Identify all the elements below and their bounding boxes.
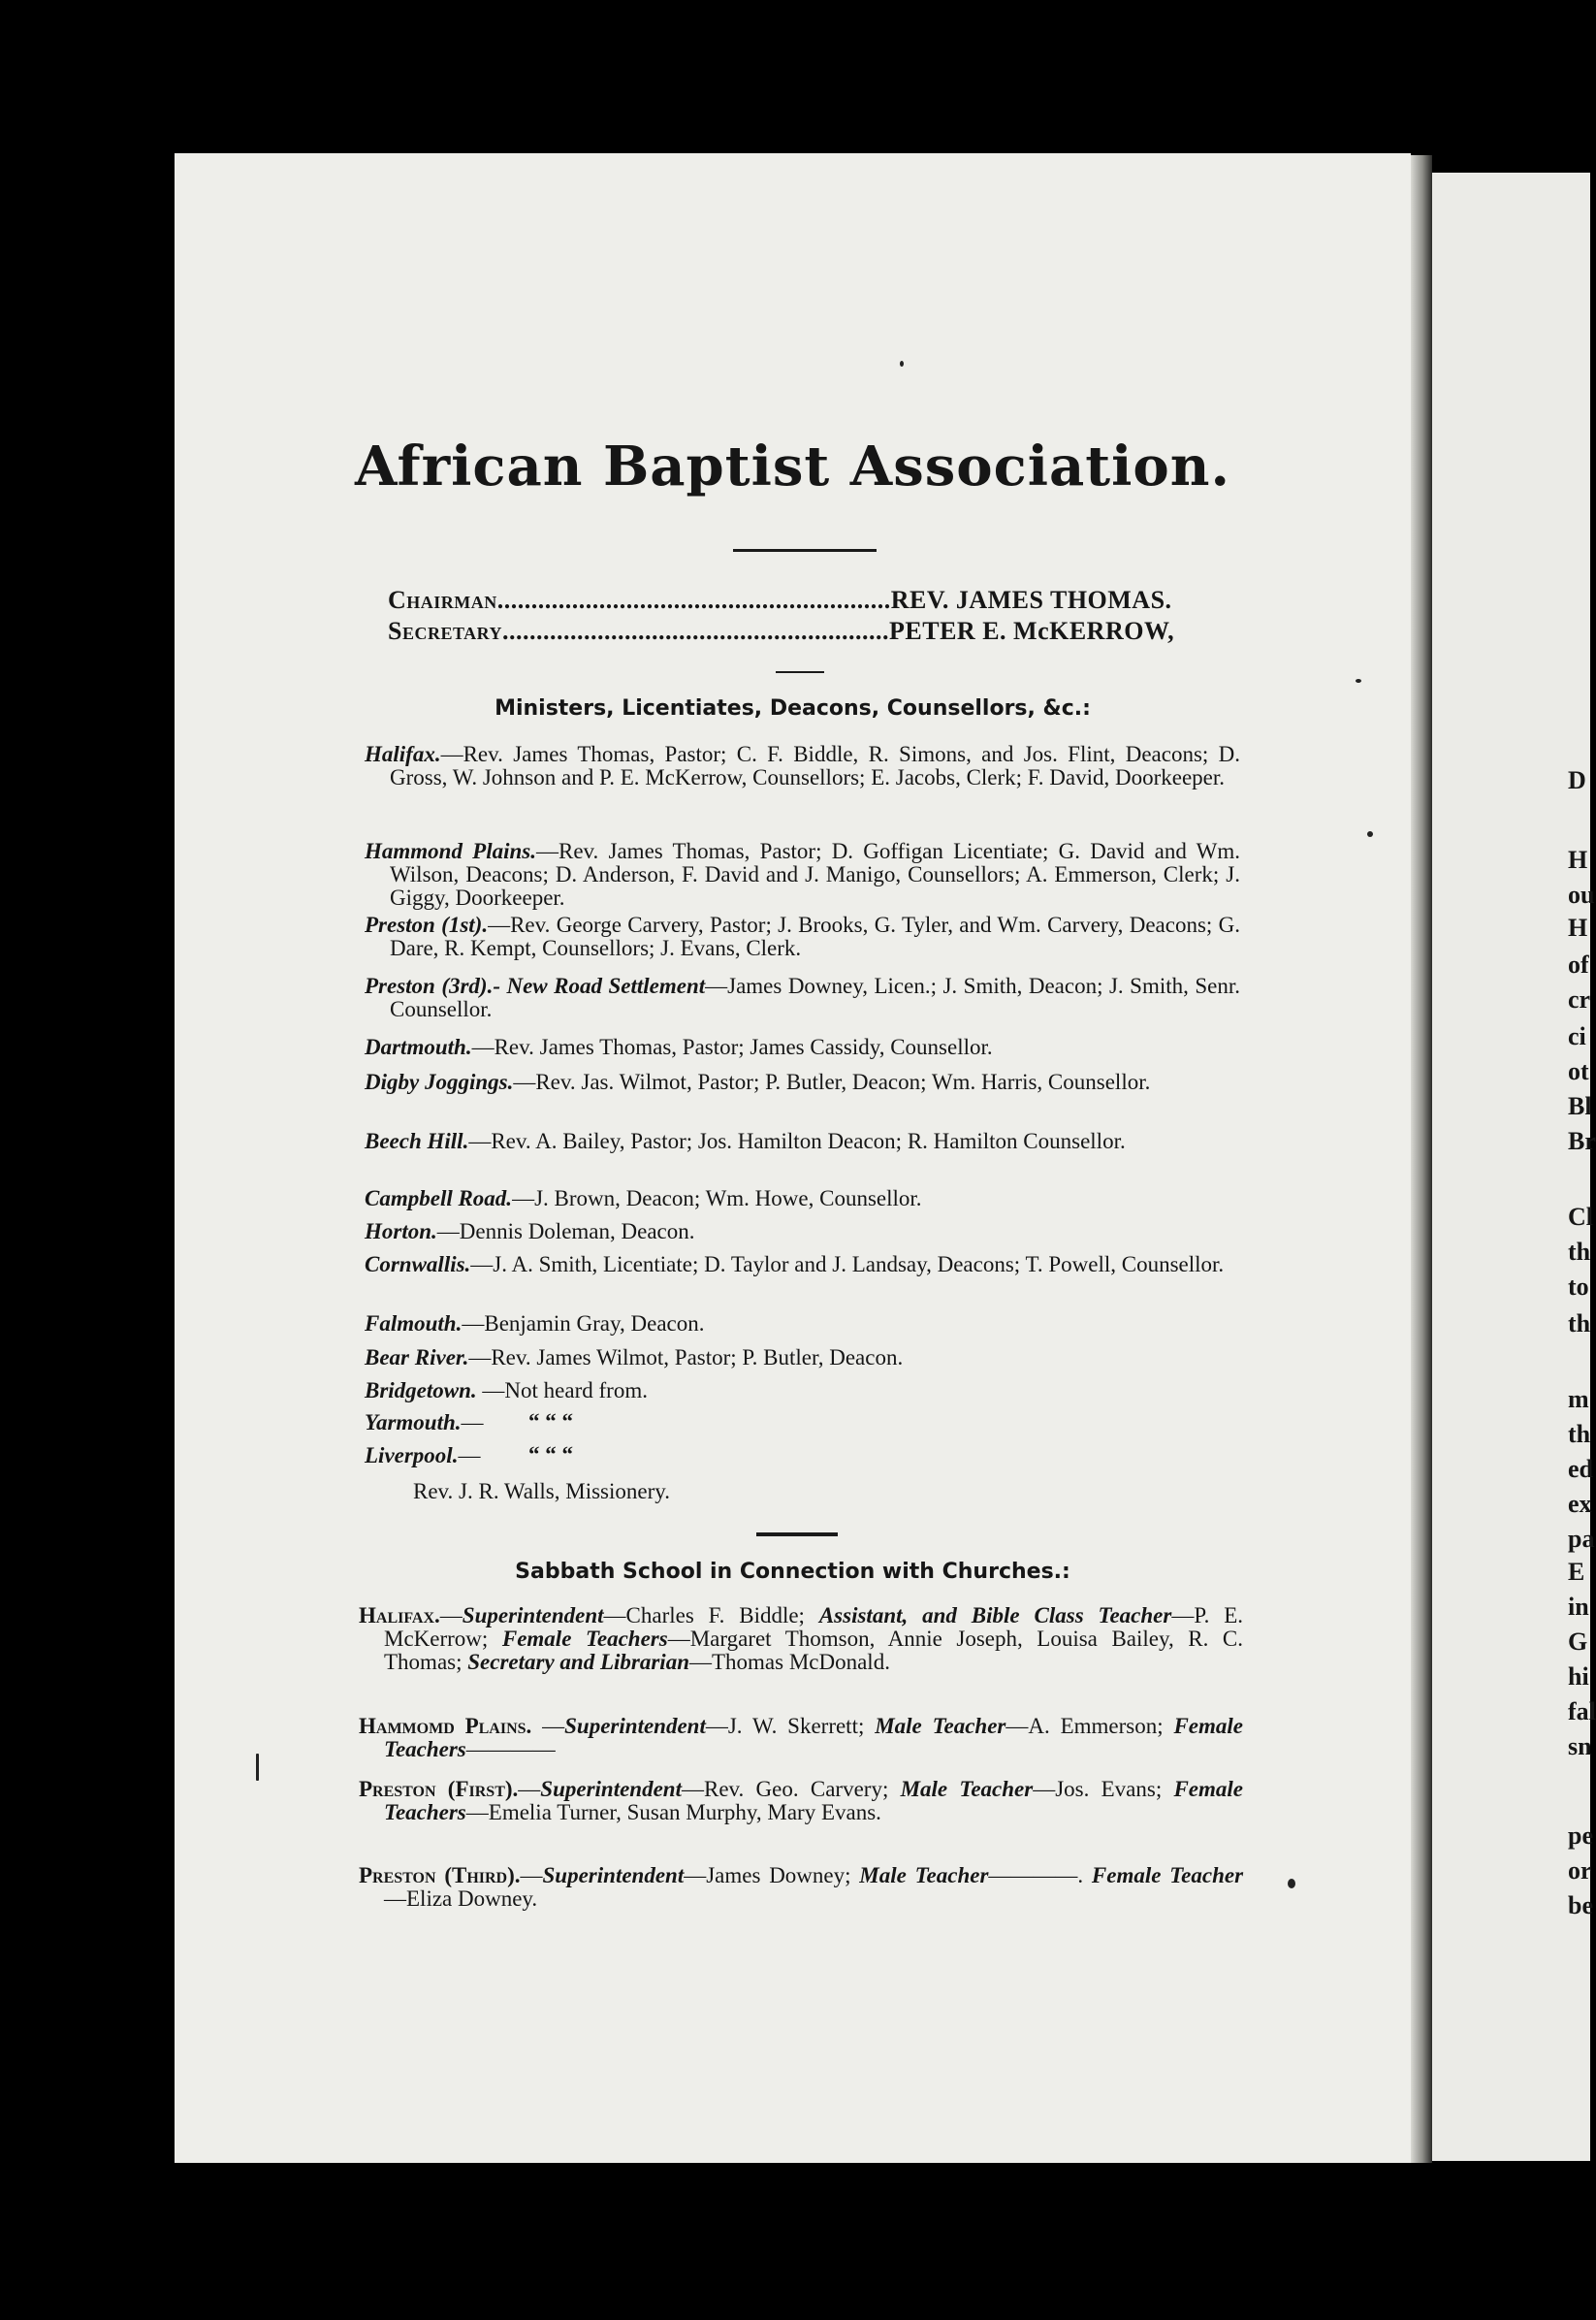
church-name: Preston (3rd).- New Road Settlement bbox=[365, 974, 706, 998]
church-name: Dartmouth. bbox=[365, 1035, 472, 1059]
role-label: Superintendent bbox=[540, 1777, 682, 1801]
school-name: Halifax. bbox=[359, 1603, 440, 1627]
officer-leader: ......................................................... bbox=[502, 617, 890, 645]
role-names: —Margaret Thomson, Annie Joseph, Louisa Bailey, R. C. Thomas; bbox=[384, 1627, 1244, 1674]
right-page-fragment: Bl bbox=[1568, 1092, 1592, 1120]
minister-entry bbox=[365, 1411, 1240, 1434]
school-name: Hammomd Plains. bbox=[359, 1714, 532, 1738]
right-page-fragment: Br bbox=[1568, 1127, 1596, 1155]
church-officers: —J. A. Smith, Licentiate; D. Taylor and J. Landsay, Deacons; T. Powell, Counsellor. bbox=[470, 1252, 1225, 1276]
church-officers: —Rev. Jas. Wilmot, Pastor; P. Butler, Deacon; Wm. Harris, Counsellor. bbox=[513, 1070, 1151, 1094]
church-name: Cornwallis. bbox=[365, 1252, 471, 1276]
church-officers: —Rev. James Thomas, Pastor; C. F. Biddle, R. Simons, and Jos. Flint, Deacons; D. Gross, W. Johnson and P. E. McKerrow, Counsellors; E. Jacobs, Clerk; F. David, Doorkeeper. bbox=[390, 742, 1240, 789]
sabbath-school-entry bbox=[359, 1715, 1243, 1761]
role-label: Male Teacher bbox=[900, 1777, 1034, 1801]
right-page-fragment: ci bbox=[1568, 1022, 1586, 1050]
minister-entry bbox=[365, 975, 1240, 1021]
right-page-fragment: ot bbox=[1568, 1057, 1589, 1085]
role-label: Superintendent bbox=[462, 1603, 604, 1627]
ditto-marks: “ “ “ bbox=[528, 1409, 573, 1434]
minister-entry bbox=[365, 1312, 1240, 1336]
right-page-fragment: th bbox=[1568, 1238, 1591, 1266]
chairman-line bbox=[388, 586, 1172, 615]
right-page-fragment: fal bbox=[1568, 1697, 1596, 1725]
church-name: Halifax. bbox=[365, 742, 441, 766]
role-label: Female Teachers bbox=[384, 1777, 1243, 1824]
church-officers: —James Downey, Licen.; J. Smith, Deacon; J. Smith, Senr. Counsellor. bbox=[390, 974, 1240, 1021]
sabbath-school-entry bbox=[359, 1778, 1243, 1824]
right-page-fragment: pe bbox=[1568, 1821, 1593, 1850]
minister-entry bbox=[365, 1071, 1240, 1094]
role-names: —Thomas McDonald. bbox=[688, 1650, 890, 1674]
minister-entry bbox=[365, 1130, 1240, 1153]
sabbath-heading: Sabbath School in Connection with Churches.: bbox=[515, 1560, 1070, 1584]
role-names: —A. Emmerson; bbox=[1005, 1714, 1174, 1738]
minister-entry bbox=[365, 914, 1240, 960]
officer-value: PETER E. McKERROW, bbox=[889, 617, 1175, 645]
minister-entry bbox=[365, 1220, 1240, 1243]
right-page-fragment: m bbox=[1568, 1385, 1589, 1413]
right-page-fragment: cr bbox=[1568, 985, 1591, 1014]
right-page-fragment: th bbox=[1568, 1420, 1591, 1448]
right-page-fragment: ed bbox=[1568, 1455, 1593, 1483]
church-officers: —J. Brown, Deacon; Wm. Howe, Counsellor. bbox=[512, 1186, 922, 1210]
right-page-fragment: be bbox=[1568, 1891, 1593, 1919]
ditto-marks: “ “ “ bbox=[528, 1442, 573, 1466]
church-name: Hammond Plains. bbox=[365, 839, 536, 863]
minister-entry bbox=[365, 1036, 1240, 1059]
church-officers: — bbox=[461, 1410, 484, 1434]
church-officers: —Benjamin Gray, Deacon. bbox=[462, 1311, 705, 1336]
role-names: ———— bbox=[465, 1737, 556, 1761]
role-names: —Rev. Geo. Carvery; bbox=[682, 1777, 901, 1801]
minister-entry bbox=[365, 743, 1240, 789]
role-label: Female Teachers bbox=[501, 1627, 668, 1651]
church-officers: —Rev. James Thomas, Pastor; James Cassidy, Counsellor. bbox=[471, 1035, 993, 1059]
church-officers: —Rev. James Thomas, Pastor; D. Goffigan Licentiate; G. David and Wm. Wilson, Deacons; D. Anderson, F. David and J. Manigo, Counsellors; A. Emmerson, Clerk; J. Giggy, Doorkeeper. bbox=[390, 839, 1240, 910]
church-name: Liverpool. bbox=[365, 1443, 459, 1467]
role-label: Female Teachers bbox=[384, 1714, 1243, 1761]
right-page-fragment: pa bbox=[1568, 1525, 1595, 1553]
minister-entry bbox=[365, 1187, 1240, 1210]
scan-speck bbox=[1367, 831, 1373, 837]
right-page-fragment: H bbox=[1568, 914, 1588, 942]
role-names: —Charles F. Biddle; bbox=[603, 1603, 819, 1627]
role-names: —Emelia Turner, Susan Murphy, Mary Evans. bbox=[465, 1800, 881, 1824]
right-page-fragment: ex bbox=[1568, 1490, 1592, 1518]
church-name: Digby Joggings. bbox=[365, 1070, 514, 1094]
right-page-fragment: hi bbox=[1568, 1662, 1589, 1691]
minister-entry bbox=[365, 1444, 1240, 1467]
role-label: Female Teacher bbox=[1091, 1863, 1244, 1887]
role-names: ————. bbox=[988, 1863, 1092, 1887]
scan-speck bbox=[1356, 679, 1361, 683]
scan-speck bbox=[256, 1754, 259, 1781]
officer-leader: .......................................................... bbox=[496, 586, 891, 614]
church-officers: —Rev. James Wilmot, Pastor; P. Butler, Deacon. bbox=[468, 1345, 904, 1369]
missionary-text: Rev. J. R. Walls, Missionery. bbox=[413, 1479, 670, 1503]
sabbath-school-entry bbox=[359, 1864, 1243, 1911]
section-rule bbox=[776, 671, 824, 673]
officer-label: Secretary bbox=[388, 617, 503, 645]
church-name: Horton. bbox=[365, 1219, 437, 1243]
church-officers: — bbox=[458, 1443, 481, 1467]
sabbath-school-entry bbox=[359, 1604, 1243, 1674]
right-page-fragment: G bbox=[1568, 1627, 1588, 1656]
role-label: Male Teacher bbox=[875, 1714, 1006, 1738]
ministers-heading: Ministers, Licentiates, Deacons, Counsellors, &c.: bbox=[495, 696, 1091, 721]
church-name: Preston (1st). bbox=[365, 913, 489, 937]
school-name: Preston (Third). bbox=[359, 1863, 521, 1887]
title-rule bbox=[733, 549, 877, 552]
role-names: —Jos. Evans; bbox=[1033, 1777, 1174, 1801]
minister-entry bbox=[365, 1379, 1240, 1402]
minister-entry bbox=[365, 1346, 1240, 1369]
right-page-fragment: E bbox=[1568, 1558, 1585, 1586]
role-names: —J. W. Skerrett; bbox=[705, 1714, 876, 1738]
church-officers: —Dennis Doleman, Deacon. bbox=[436, 1219, 695, 1243]
church-name: Beech Hill. bbox=[365, 1129, 469, 1153]
officer-value: REV. JAMES THOMAS. bbox=[890, 586, 1172, 614]
role-label: Male Teacher bbox=[859, 1863, 989, 1887]
role-names: — bbox=[518, 1777, 541, 1801]
role-names: —James Downey; bbox=[684, 1863, 860, 1887]
role-label: Assistant, and Bible Class Teacher bbox=[818, 1603, 1172, 1627]
church-name: Campbell Road. bbox=[365, 1186, 513, 1210]
scan-speck bbox=[900, 361, 904, 367]
church-officers: —Rev. George Carvery, Pastor; J. Brooks, G. Tyler, and Wm. Carvery, Deacons; G. Dare, R. Kempt, Counsellors; J. Evans, Clerk. bbox=[390, 913, 1240, 960]
secretary-line bbox=[388, 617, 1174, 646]
role-names: — bbox=[531, 1714, 565, 1738]
role-label: Secretary and Librarian bbox=[467, 1650, 689, 1674]
right-page-fragment: to bbox=[1568, 1273, 1589, 1301]
church-name: Falmouth. bbox=[365, 1311, 463, 1336]
missionary-line bbox=[413, 1480, 1289, 1503]
church-name: Bridgetown. bbox=[365, 1378, 477, 1402]
role-names: —P. E. McKerrow; bbox=[384, 1603, 1243, 1651]
right-page-fragment: th bbox=[1568, 1309, 1591, 1337]
church-name: Yarmouth. bbox=[365, 1410, 462, 1434]
page-gutter bbox=[1411, 155, 1432, 2163]
church-officers: —Rev. A. Bailey, Pastor; Jos. Hamilton Deacon; R. Hamilton Counsellor. bbox=[468, 1129, 1126, 1153]
school-name: Preston (First). bbox=[359, 1777, 519, 1801]
right-page-fragment: or bbox=[1568, 1856, 1592, 1885]
church-officers: —Not heard from. bbox=[476, 1378, 648, 1402]
page-title: African Baptist Association. bbox=[355, 435, 1230, 499]
right-page-fragment: of bbox=[1568, 951, 1589, 979]
role-names: —Eliza Downey. bbox=[384, 1886, 538, 1911]
officer-label: Chairman bbox=[388, 586, 497, 614]
church-name: Bear River. bbox=[365, 1345, 469, 1369]
section-rule bbox=[756, 1532, 838, 1536]
right-page-fragment: Cl bbox=[1568, 1203, 1593, 1231]
minister-entry bbox=[365, 840, 1240, 910]
role-names: — bbox=[520, 1863, 543, 1887]
right-page-fragment: ou bbox=[1568, 881, 1595, 909]
minister-entry bbox=[365, 1253, 1240, 1276]
right-page-fragment: H bbox=[1568, 846, 1588, 874]
right-page-fragment: in bbox=[1568, 1593, 1589, 1621]
right-page-fragment: D bbox=[1568, 766, 1586, 794]
role-label: Superintendent bbox=[542, 1863, 685, 1887]
scan-speck bbox=[1288, 1879, 1295, 1888]
role-names: — bbox=[439, 1603, 463, 1627]
role-label: Superintendent bbox=[564, 1714, 706, 1738]
right-page-edge bbox=[1432, 173, 1596, 2161]
right-page-fragment: sn bbox=[1568, 1732, 1592, 1760]
